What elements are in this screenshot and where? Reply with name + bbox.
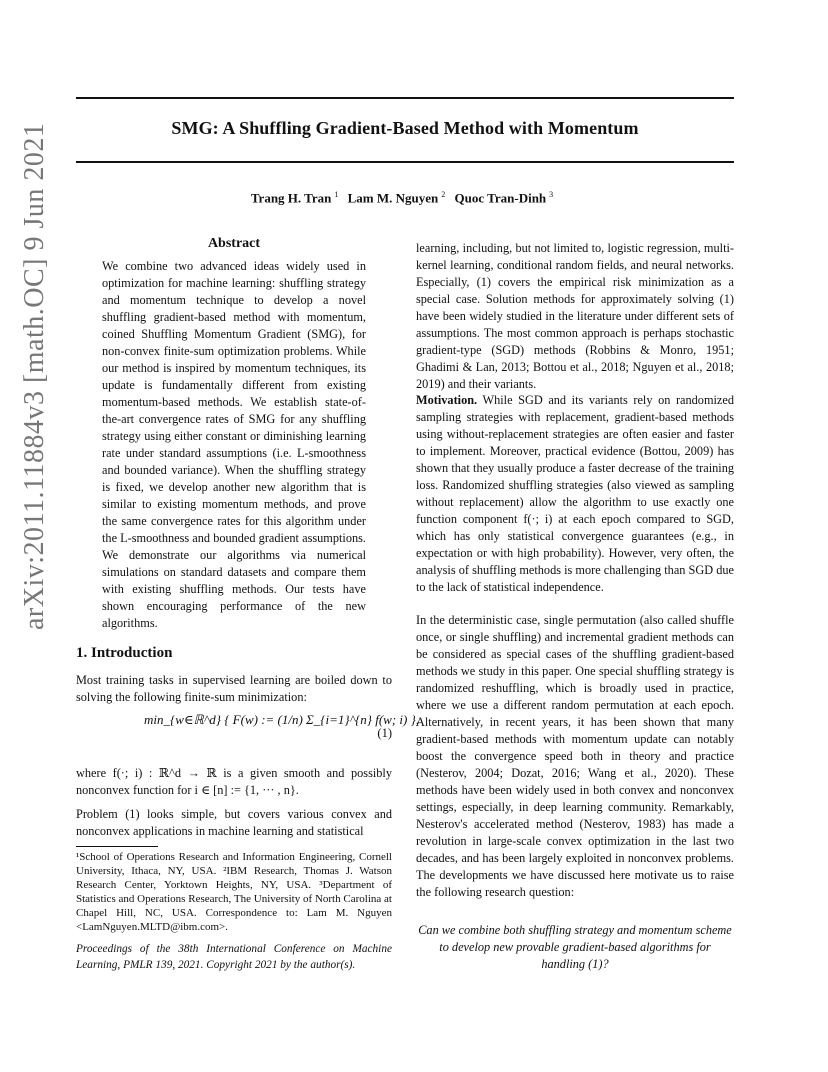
intro-paragraph-2	[76, 765, 392, 799]
affiliation-footnote: ¹School of Operations Research and Information Engineering, Cornell University, Ithaca, NY, USA. ²IBM Research, Thomas J. Watson Research Center, Yorktown Heights, NY, USA. ³Department of Statistics and Operations Research, The University of North Carolina at Chapel Hill, NC, USA. Correspondence to: Lam M. Nguyen <LamNguyen.MLTD@ibm.com>.	[76, 851, 392, 933]
motivation-lead: Motivation.	[416, 393, 478, 407]
arxiv-identifier: arXiv:2011.11884v3 [math.OC] 9 Jun 2021	[19, 122, 50, 630]
title-top-rule	[76, 97, 734, 99]
abstract-heading: Abstract	[207, 236, 261, 251]
intro-text: Most training tasks in supervised learning are boiled down to solving the following finite-sum minimization:	[76, 673, 392, 704]
author-mark: 1	[334, 190, 339, 199]
intro-text: where f(·; i) : ℝ^d → ℝ is a given smooth and possibly nonconvex function for i ∈ [n] := {1, ··· , n}.	[76, 766, 392, 797]
research-question: Can we combine both shuffling strategy and momentum scheme to develop new provable gradient-based algorithms for handling (1)?	[418, 923, 732, 971]
body-text: In the deterministic case, single permutation (also called shuffle once, or single shuffling) and incremental gradient methods can be considered as special cases of the shuffling gradient-based methods we study in this paper. One special shuffling strategy is randomized reshuffling, which is broadly used in practice, where we use a different random permutation at each epoch. Alternatively, in recent years, it has been shown that many gradient-based methods with momentum update can notably boost the convergence speed both in theory and practice (Nesterov, 2004; Dozat, 2016; Wang et al., 2020). These methods have been widely used in both convex and nonconvex settings, especially, in deep learning community. Remarkably, Nesterov's accelerated method (Nesterov, 1983) has made a revolution in large-scale convex optimization in the last two decades, and has been largely exploited in nonconvex problems. The developments we have discussed here motivate us to raise the following research question:	[416, 613, 734, 899]
motivation-text: While SGD and its variants rely on randomized sampling strategies with replacement, gradient-based methods using without-replacement strategies are often easier and faster to implement. Moreover, practical evidence (Bottou, 2009) has shown that they usually produce a faster decrease of the training loss. Randomized shuffling strategies (also viewed as sampling without replacement) allow the algorithm to use exactly one function component f(·; i) at each epoch compared to SGD, which has only statistical convergence guarantees (e.g., in expectation or with high probability). However, very often, the analysis of shuffling methods is more challenging than SGD due to the lack of statistical independence.	[416, 393, 734, 594]
author-name: Trang H. Tran	[250, 190, 332, 206]
paper-title: SMG: A Shuffling Gradient-Based Method with Momentum	[171, 118, 639, 138]
body-text	[416, 392, 734, 596]
equation-block	[76, 712, 420, 760]
right-paragraph-1	[416, 240, 734, 393]
footnote-rule	[76, 846, 158, 847]
abstract-text: We combine two advanced ideas widely used in optimization for machine learning: shuffling strategy and momentum technique to develop a novel shuffling gradient-based method with momentum, coined Shuffling Momentum Gradient (SMG), for non-convex finite-sum optimization problems. While our method is inspired by momentum techniques, its update is fundamentally different from existing momentum-based methods. We establish state-of-the-art convergence rates of SMG for any shuffling strategy using either constant or diminishing learning rate under standard assumptions (i.e. L-smoothness and bounded variance). When the shuffling strategy is fixed, we develop another new algorithm that is similar to existing momentum methods, and prove the same convergence rates for this algorithm under the L-smoothness and bounded gradient assumptions. We demonstrate our algorithms via numerical simulations on standard datasets and compare them with existing shuffling methods. Our tests have shown encouraging performance of the new algorithms.	[102, 259, 366, 630]
author-mark: 2	[441, 190, 446, 199]
right-paragraph-3	[416, 612, 734, 901]
author-name: Quoc Tran-Dinh	[454, 190, 547, 206]
equation: min_{w∈ℝ^d} { F(w) := (1/n) Σ_{i=1}^{n} f(w; i) },	[144, 712, 420, 727]
body-text: learning, including, but not limited to, logistic regression, multi-kernel learning, conditional random fields, and neural networks. Especially, (1) covers the empirical risk minimization as a special case. Solution methods for approximately solving (1) have been widely studied in the literature under different sets of assumptions. The most common approach is perhaps stochastic gradient-type (SGD) methods (Robbins & Monro, 1951; Ghadimi & Lan, 2013; Bottou et al., 2018; Nguyen et al., 2018; 2019) and their variants.	[416, 241, 734, 391]
section-heading-introduction: 1. Introduction	[76, 645, 173, 661]
equation-number: (1)	[377, 726, 392, 740]
intro-paragraph-1	[76, 672, 392, 706]
intro-text: Problem (1) looks simple, but covers various convex and nonconvex applications in machine learning and statistical	[76, 807, 392, 838]
intro-paragraph-3	[76, 806, 392, 840]
author-name: Lam M. Nguyen	[347, 190, 439, 206]
proceedings-note: Proceedings of the 38th International Conference on Machine Learning, PMLR 139, 2021. Copyright 2021 by the author(s).	[76, 943, 392, 971]
author-mark: 3	[549, 190, 554, 199]
title-bottom-rule	[76, 161, 734, 163]
author-list	[76, 190, 734, 206]
motivation-paragraph	[416, 392, 734, 596]
